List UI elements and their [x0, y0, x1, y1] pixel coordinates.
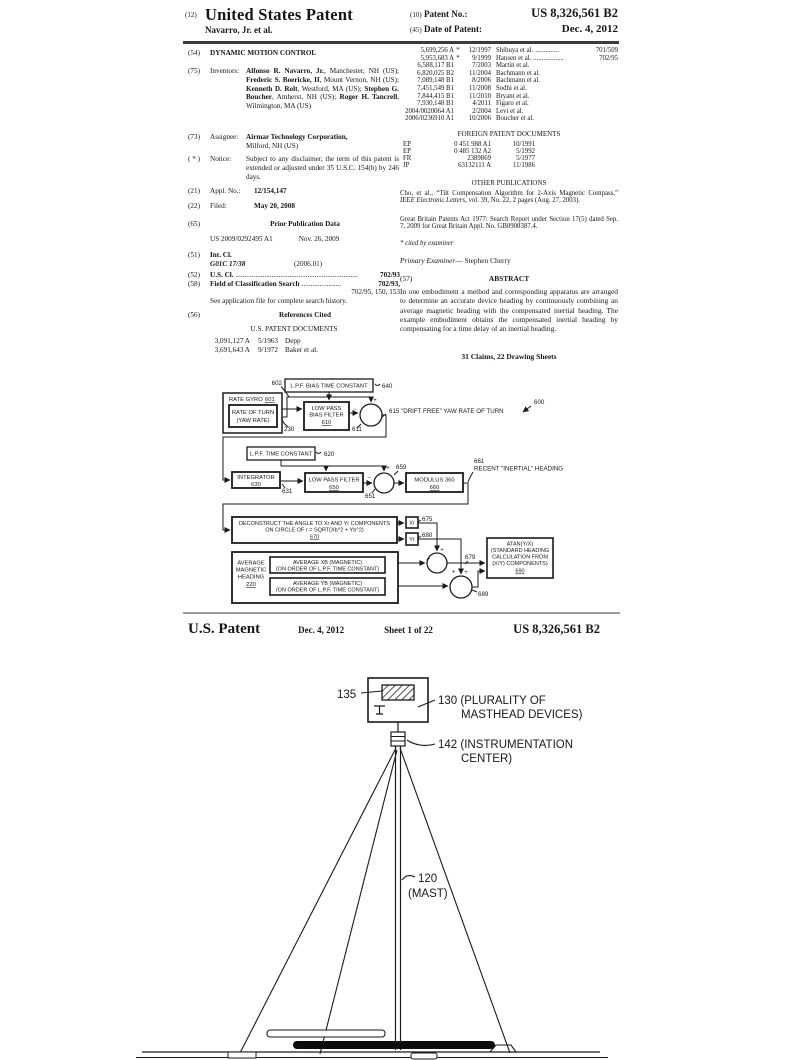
page-title: United States Patent [205, 5, 353, 24]
plus-sign: + [426, 557, 431, 563]
citation-row [400, 55, 618, 63]
citation-dot-leader: .................. [533, 54, 564, 62]
claims-text: 31 Claims, 22 Drawing Sheets [461, 352, 557, 361]
field-56-refs [188, 311, 400, 320]
uscl-label: U.S. Cl. [210, 271, 234, 279]
field-21-code: (21) [188, 187, 200, 195]
label-135: 135 [337, 689, 357, 701]
citation-date: 4/2011 [472, 100, 491, 108]
citation-date: 5/1963 [258, 337, 278, 345]
field-58-code: (58) [188, 280, 200, 288]
other-pubs-label: OTHER PUBLICATIONS [471, 179, 547, 187]
ref-659: 659 [396, 464, 407, 471]
low-pass-filter-label: LOW PASS FILTER [308, 477, 360, 484]
foreign-number: 0 485 132 A2 [454, 148, 491, 155]
pub1-journal: IEEE Electronic Letters [400, 197, 466, 205]
foreign-date: 5/1977 [516, 155, 535, 162]
label-130-line2: MASTHEAD DEVICES) [461, 709, 583, 721]
field-notice [188, 155, 400, 181]
assignee-label: Assignee: [210, 133, 239, 141]
lpf-bias-tc-label: L.P.F. BIAS TIME CONSTANT [290, 383, 368, 390]
atan-label-4: (X/Y) COMPONENTS) [492, 561, 548, 567]
citation-row [400, 100, 618, 108]
citation-number: 6,820,025 B2 [417, 69, 454, 77]
citation-row [400, 62, 618, 70]
field-54-code: (54) [188, 49, 200, 57]
ref-600: 600 [534, 399, 545, 406]
foreign-number: 0 451 988 A1 [454, 141, 491, 148]
avg-label-2: MAGNETIC [235, 567, 267, 574]
ref-660: 660 [429, 485, 440, 491]
us-refs-right [400, 47, 618, 123]
references-cited-label: References Cited [279, 311, 331, 319]
other-pubs-heading [400, 180, 618, 188]
assignee-location: Milford, NH (US) [246, 141, 299, 150]
inventor-location: , Westford, MA (US); [297, 84, 365, 93]
ref-675: 675 [422, 516, 433, 523]
uscl-dot-leader: .................................................................... [235, 271, 358, 279]
sheet-header [188, 621, 600, 638]
field-73-assignee [188, 133, 400, 151]
publication-1 [400, 190, 618, 205]
ref-679: 679 [465, 554, 476, 561]
foreign-refs [400, 141, 618, 169]
page-separator [183, 612, 620, 614]
examiner-name: — Stephen Cherry [455, 256, 511, 265]
citation-row [400, 70, 618, 78]
foreign-docs-label: FOREIGN PATENT DOCUMENTS [457, 130, 561, 138]
instrumentation-center-box [391, 732, 405, 746]
citation-number: 7,930,148 B1 [417, 100, 454, 108]
citation-date: 7/2003 [472, 62, 491, 70]
plus-sign: + [386, 465, 390, 472]
citation-star: * [456, 47, 460, 54]
citation-number: 3,691,643 A [214, 345, 250, 354]
sheet-patent-no: US 8,326,561 B2 [513, 622, 600, 636]
citation-number: 2006/0236910 A1 [405, 115, 454, 123]
atan-label-2: (STANDARD HEADING [490, 548, 550, 554]
abstract-text [400, 287, 618, 333]
country-code: EP [403, 141, 411, 148]
cabin-hatch [411, 1053, 437, 1059]
citation-row [400, 93, 618, 101]
search-history-note [188, 297, 400, 306]
code-45: (45) [410, 26, 422, 34]
leader-142 [407, 740, 435, 745]
abstract-code: (57) [400, 274, 413, 283]
right-column [400, 44, 618, 374]
boom [293, 1041, 495, 1049]
invention-title: DYNAMIC MOTION CONTROL [210, 49, 317, 57]
us-refs-left [188, 337, 400, 355]
ref-602: 602 [271, 380, 282, 387]
date-of-patent-label: Date of Patent: [424, 24, 482, 34]
backstay [400, 748, 513, 1053]
citation-star: * [456, 54, 460, 62]
field-56-code: (56) [188, 311, 200, 319]
patent-header-right [410, 6, 618, 35]
jib-leech [320, 750, 397, 1054]
citation-date: 9/1999 [472, 54, 491, 62]
assignee-name: Airmar Technology Corporation, [246, 133, 348, 141]
citation-name: Martin et al. [496, 62, 530, 70]
inventor-name: Frederic S. Boericke, II [246, 75, 320, 84]
abstract-label: ABSTRACT [488, 274, 530, 283]
masthead-sensor-hatched [382, 685, 414, 700]
block-diagram-figure [185, 373, 615, 615]
cited-by-note [400, 240, 618, 248]
citation-number: 7,451,549 B1 [417, 84, 454, 92]
deconstruct-label-2: ON CIRCLE OF r = SQRT(Xb^2 + Yb^2) [265, 527, 364, 534]
summer-circle-1 [360, 404, 382, 426]
prior-pub-row [188, 235, 400, 244]
ref-640: 640 [382, 383, 393, 390]
field-75-code: (75) [188, 67, 200, 75]
citation-name: Boucher et al. [496, 115, 534, 123]
pub1-cite: , vol. 39, No. 22, 2 pages (Aug. 27, 2003). [465, 197, 581, 205]
plus-sign: + [464, 570, 468, 576]
inventors-label: Inventors: [210, 67, 240, 75]
field-54-title [188, 49, 400, 58]
citation-row [400, 85, 618, 93]
citation-number: 5,699,256 A [420, 47, 454, 54]
ref-661: 661 [474, 458, 485, 465]
sheet-us-patent: U.S. Patent [188, 621, 261, 637]
avg-label-3: HEADING [237, 574, 265, 581]
citation-date: 11/2004 [468, 69, 491, 77]
foreign-number: 63132111 A [458, 162, 491, 169]
field-51-code: (51) [188, 251, 200, 259]
citation-date: 8/2006 [472, 77, 491, 85]
intcl-year: (2006.01) [294, 260, 323, 268]
citation-name: Bryant et al. [496, 92, 530, 100]
left-column [188, 48, 400, 373]
foreign-docs-heading [400, 131, 618, 139]
leader-120 [402, 876, 415, 880]
ref-631: 631 [282, 488, 293, 495]
prior-pub-date: Nov. 26, 2009 [298, 235, 340, 243]
code-12: (12) [185, 11, 197, 19]
citation-name: Figaro et al. [496, 100, 529, 108]
citation-number: 6,588,117 B1 [417, 62, 454, 70]
citation-row [188, 337, 400, 346]
drift-free-output-label: 615 "DRIFT FREE" YAW RATE OF TURN [389, 408, 504, 415]
appl-no: 12/154,147 [254, 187, 287, 195]
date-of-patent: Dec. 4, 2012 [561, 23, 618, 35]
citation-name: Shibuya et al. [496, 47, 534, 54]
citation-class: 701/509 [595, 47, 618, 54]
pub2-text: Great Britain Patents Act 1977: Search Report under Section 17(5) dated Sep. 7, 2009 for Great Britain Appl. No. GB0908387.4. [400, 216, 618, 231]
ref-230: 230 [284, 426, 295, 433]
field-22-filed [188, 202, 400, 211]
citation-date: 2/2004 [472, 107, 491, 115]
sheet-date: Dec. 4, 2012 [298, 625, 345, 635]
examiner-row [400, 257, 618, 265]
field-22-code: (22) [188, 202, 200, 210]
field-21-appl [188, 187, 400, 196]
citation-date: 10/2006 [468, 115, 491, 123]
notice-label: Notice: [210, 155, 232, 163]
summer-circle-2 [374, 473, 394, 493]
country-code: EP [403, 148, 411, 155]
forestay [240, 748, 396, 1053]
ref-651: 651 [365, 493, 376, 500]
label-142-line2: CENTER) [461, 753, 513, 765]
label-120-line1: 120 [418, 873, 438, 885]
field-73-code: (73) [188, 133, 200, 141]
abstract-body: In one embodiment a method and corresponding apparatus are arranged to determine an accurate device heading by continuously combining an average magnetic heading with the compensated inertial heading. The example embodiment obtains the compensated inertial heading by compensating for a time delay of an inertial heading. [400, 287, 618, 334]
intcl-class-row [188, 260, 400, 269]
rate-gyro-label: RATE GYRO [229, 397, 263, 403]
modulus-label: MODULUS 360 [414, 477, 455, 484]
publication-2 [400, 216, 618, 231]
field-51-intcl [188, 251, 400, 260]
citation-name: Hansen et al. [496, 54, 532, 62]
lp-bias-label-2: BIAS FILTER [309, 412, 344, 419]
ref-680: 680 [422, 532, 433, 539]
citation-class: 702/95 [599, 54, 618, 62]
lp-bias-label-1: LOW PASS [311, 406, 342, 412]
foreign-citation-row [400, 148, 618, 155]
appl-no-label: Appl. No.: [210, 187, 241, 195]
citation-name: Baker et al. [285, 345, 318, 354]
foreign-citation-row [400, 155, 618, 162]
citation-row [400, 108, 618, 116]
ref-690: 690 [515, 568, 525, 575]
label-120-line2: (MAST) [408, 888, 448, 900]
notice-text: Subject to any disclaimer, the term of this patent is extended or adjusted under 35 U.S.C. 154(b) by 246 days. [246, 155, 399, 181]
filed-date: May 20, 2008 [254, 202, 295, 210]
inventors-list [246, 67, 399, 111]
ref-220: 220 [246, 582, 256, 588]
field-52-code: (52) [188, 271, 200, 279]
ref-670: 670 [309, 534, 320, 541]
citation-name: Levi et al. [496, 107, 524, 115]
yr-label: Yr [409, 537, 415, 543]
label-142-line1: 142 (INSTRUMENTATION [438, 739, 574, 751]
furled-sail [267, 1030, 385, 1037]
plus-sign: + [373, 398, 377, 404]
sailboat-drawing [136, 678, 608, 1059]
foreign-date: 5/1992 [516, 148, 535, 155]
ref-630: 630 [251, 482, 261, 488]
intcl-label: Int. Cl. [210, 251, 232, 259]
inventor-name: Stephen G. Boucher [246, 84, 399, 102]
country-code: JP [403, 162, 410, 169]
atan-label-3: CALCULATION FROM [492, 554, 548, 561]
field-65-pubdata [188, 220, 400, 229]
avg-x-label-1: AVERAGE XB (MAGNETIC) [292, 560, 363, 566]
plus-sign: + [440, 547, 444, 554]
cited-by-text: * cited by examiner [400, 240, 454, 247]
citation-name: Sodhi et al. [496, 84, 527, 92]
field-class-1: 702/93, [378, 280, 400, 288]
citation-row [188, 346, 400, 355]
avg-y-label-2: (ON ORDER OF L.P.F. TIME CONSTANT) [275, 587, 380, 594]
patent-header [185, 6, 618, 35]
pub1-text: Cho, et al., “Tilt Compensation Algorithm for 2-Axis Magnetic Compass,” [400, 190, 618, 197]
deconstruct-label-1: DECONSTRUCT THE ANGLE TO Xr AND Yr COMPONENTS [238, 521, 391, 527]
citation-date: 9/1972 [258, 345, 278, 354]
avg-x-label-2: (ON ORDER OF L.P.F. TIME CONSTANT) [275, 566, 380, 573]
inventor-party: Navarro, Jr. et al. [205, 25, 273, 35]
citation-date: 11/2008 [468, 84, 491, 92]
ref-611: 611 [352, 426, 362, 433]
us-docs-label: U.S. PATENT DOCUMENTS [250, 325, 338, 333]
citation-date: 12/1997 [468, 47, 491, 54]
plus-sign: + [451, 569, 456, 576]
citation-row [400, 77, 618, 85]
foreign-citation-row [400, 141, 618, 148]
minus-sign: − [353, 407, 357, 413]
recent-inertial-heading-label: RECENT "INERTIAL" HEADING [474, 465, 564, 473]
ref-650: 650 [329, 485, 339, 491]
citation-dot-leader: .............. [535, 47, 559, 54]
citation-number: 5,953,683 A [420, 54, 454, 62]
field-65-code: (65) [188, 220, 200, 228]
foreign-date: 11/1986 [512, 162, 535, 169]
mast [396, 746, 401, 1050]
field-class-row2 [188, 288, 400, 297]
ref-689: 689 [478, 591, 489, 598]
field-52-uscl [188, 271, 400, 280]
summer-circle-3 [427, 553, 447, 573]
patent-no-label: Patent No.: [424, 9, 468, 19]
summer-circle-4 [450, 576, 472, 598]
foreign-number: 2389869 [467, 155, 491, 162]
ref-620: 620 [324, 451, 335, 458]
field-search-label: Field of Classification Search [210, 280, 300, 288]
abstract-heading [400, 275, 618, 283]
atan-label-1: ATAN(Y/X) [506, 541, 534, 548]
inventor-location: , Manchester, NH (US); [323, 67, 399, 75]
inventor-location: , Amherst, NH (US); [271, 93, 340, 102]
ref-610: 610 [321, 420, 332, 426]
citation-name: Bachmann et al. [496, 77, 540, 85]
minus-sign: − [367, 475, 371, 482]
sailboat-figure [130, 660, 610, 1060]
citation-row [400, 47, 618, 55]
inventor-name: Kenneth D. Rolt [246, 84, 298, 93]
citation-name: Bachmann et al. [496, 69, 540, 77]
foreign-date: 10/1991 [512, 141, 535, 148]
field-75-inventors [188, 67, 400, 111]
citation-date: 11/2010 [468, 92, 491, 100]
claims-line [400, 353, 618, 361]
inventor-name: Roger H. Tancrell [339, 93, 398, 102]
code-10: (10) [410, 11, 422, 19]
prior-pub-number: US 2009/0292495 A1 [210, 235, 273, 243]
lpf-tc-label: L.P.F. TIME CONSTANT [249, 451, 313, 458]
search-history-text: See application file for complete search history. [210, 297, 348, 305]
notice-code: ( * ) [188, 155, 200, 163]
us-docs-heading [188, 325, 400, 334]
xr-label: Xr [409, 520, 415, 527]
uscl-value: 702/93 [380, 271, 400, 279]
integrator-label: INTEGRATOR [237, 475, 275, 481]
inventor-location: , Wilmington, MA (US) [246, 93, 400, 111]
field-class-2: 702/95, 150, 153 [351, 288, 400, 296]
avg-label-1: AVERAGE [237, 560, 265, 567]
inventor-name: Alfonso R. Navarro, Jr. [246, 67, 324, 75]
patent-header-left [185, 6, 410, 35]
prior-pub-label: Prior Publication Data [270, 220, 340, 228]
field-dot-leader: ...................... [301, 280, 342, 288]
rate-of-turn-label-2: (YAW RATE) [236, 418, 270, 424]
avg-y-label-1: AVERAGE YB (MAGNETIC) [292, 581, 363, 587]
label-130-line1: 130 (PLURALITY OF [438, 695, 546, 707]
citation-number: 7,089,148 B1 [417, 77, 454, 85]
bow-pulpit [228, 1052, 256, 1058]
intcl-class: G01C 17/38 [210, 260, 246, 268]
citation-name: Depp [285, 337, 301, 345]
citation-number: 2004/0020064 A1 [405, 107, 454, 115]
sheet-number: Sheet 1 of 22 [384, 625, 433, 635]
foreign-citation-row [400, 162, 618, 169]
rate-of-turn-label-1: RATE OF TURN [231, 410, 275, 416]
ref-601: 601 [265, 397, 275, 403]
citation-row [400, 115, 618, 123]
citation-number: 3,091,127 A [214, 337, 250, 345]
examiner-label: Primary Examiner [400, 256, 456, 265]
inventor-location: , Mount Vernon, NH (US); [319, 75, 399, 84]
filed-label: Filed: [210, 202, 227, 210]
citation-number: 7,844,415 B1 [417, 92, 454, 100]
country-code: FR [403, 155, 412, 162]
patent-number: US 8,326,561 B2 [531, 6, 618, 20]
